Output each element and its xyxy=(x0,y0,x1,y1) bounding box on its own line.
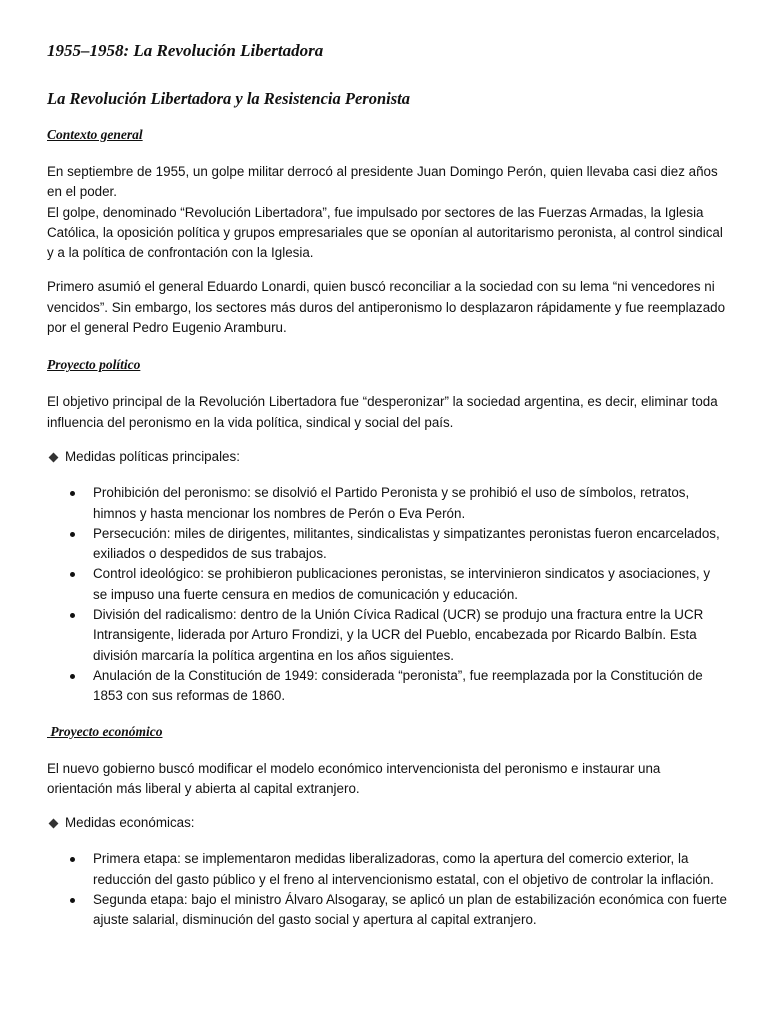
list-item xyxy=(47,564,727,605)
list-title xyxy=(47,813,727,833)
section-contexto xyxy=(47,126,727,338)
paragraph: El golpe, denominado “Revolución Libertadora”, fue impulsado por sectores de las Fuerzas Armadas, la Iglesia Católica, la oposición política y grupos empresariales que se oponían al autoritarismo peronista, al control sindical y a la política de confrontación con la Iglesia. xyxy=(47,204,723,261)
bullet-dot-icon xyxy=(70,857,75,862)
diamond-bullet-icon xyxy=(49,452,59,462)
document-title: 1955–1958: La Revolución Libertadora xyxy=(47,41,324,60)
list-title-label: Medidas políticas principales: xyxy=(65,448,240,464)
list-item xyxy=(47,890,727,931)
bullet-dot-icon xyxy=(70,898,75,903)
list-item xyxy=(47,524,727,565)
list-item-text: Control ideológico: se prohibieron publicaciones peronistas, se intervinieron sindicatos y asociaciones, y se impuso una fuerte censura en medios de comunicación y educación. xyxy=(93,566,711,602)
list-title-label: Medidas económicas: xyxy=(65,815,195,831)
bullet-dot-icon xyxy=(70,572,75,577)
section-economico xyxy=(47,723,727,931)
list-item-text: División del radicalismo: dentro de la Unión Cívica Radical (UCR) se produjo una fractura entre la UCR Intransigente, liderada por Arturo Frondizi, y la UCR del Pueblo, encabezada por Ricardo Balbín. Esta división marcaría la política argentina en los años siguientes. xyxy=(93,607,704,663)
economic-measures-list xyxy=(47,849,727,930)
bullet-dot-icon xyxy=(70,491,75,496)
list-item-text: Prohibición del peronismo: se disolvió el Partido Peronista y se prohibió el uso de símbolos, retratos, himnos y hasta mencionar los nombres de Perón o Eva Perón. xyxy=(93,485,690,521)
section-heading-politico: Proyecto político xyxy=(47,357,141,373)
list-item-text: Persecución: miles de dirigentes, militantes, sindicalistas y simpatizantes peronistas fueron encarcelados, exiliados o despedidos de sus trabajos. xyxy=(93,525,720,562)
political-measures-list xyxy=(47,483,727,706)
section-heading-contexto: Contexto general xyxy=(47,127,143,142)
paragraph: El objetivo principal de la Revolución Libertadora fue “desperonizar” la sociedad argentina, es decir, eliminar toda influencia del peronismo en la vida política, sindical y social del país. xyxy=(47,394,718,430)
list-title xyxy=(47,447,727,467)
bullet-dot-icon xyxy=(70,674,75,679)
section-heading-economico-label: Proyecto económico xyxy=(50,723,163,739)
bullet-dot-icon xyxy=(70,532,75,537)
list-item xyxy=(47,483,727,524)
paragraph: El nuevo gobierno buscó modificar el modelo económico intervencionista del peronismo e instaurar una orientación más liberal y abierta al capital extranjero. xyxy=(47,760,661,796)
list-item-text: Anulación de la Constitución de 1949: considerada “peronista”, fue reemplazada por la Constitución de 1853 con sus reformas de 1860. xyxy=(93,667,703,704)
section-politico xyxy=(47,356,727,706)
bullet-dot-icon xyxy=(70,613,75,618)
list-item xyxy=(47,666,727,707)
document-subtitle: La Revolución Libertadora y la Resistencia Peronista xyxy=(47,89,410,108)
section-heading-economico xyxy=(47,723,727,741)
list-item-text: Segunda etapa: bajo el ministro Álvaro Alsogaray, se aplicó un plan de estabilización económica con fuerte ajuste salarial, disminución del gasto social y apertura al capital extranjero. xyxy=(93,892,727,928)
paragraph: Primero asumió el general Eduardo Lonardi, quien buscó reconciliar a la sociedad con su lema “ni vencedores ni vencidos”. Sin embargo, los sectores más duros del antiperonismo lo desplazaron rápidamente y fue reemplazado por el general Pedro Eugenio Aramburu. xyxy=(47,279,726,336)
list-item-text: Primera etapa: se implementaron medidas liberalizadoras, como la apertura del comercio exterior, la reducción del gasto público y el freno al intervencionismo estatal, con el objetivo de controlar la inflación. xyxy=(93,851,714,887)
list-item xyxy=(47,849,727,890)
list-item xyxy=(47,605,727,666)
paragraph: En septiembre de 1955, un golpe militar derrocó al presidente Juan Domingo Perón, quien llevaba casi diez años en el poder. xyxy=(47,164,718,200)
diamond-bullet-icon xyxy=(49,818,59,828)
document-page xyxy=(47,40,727,947)
